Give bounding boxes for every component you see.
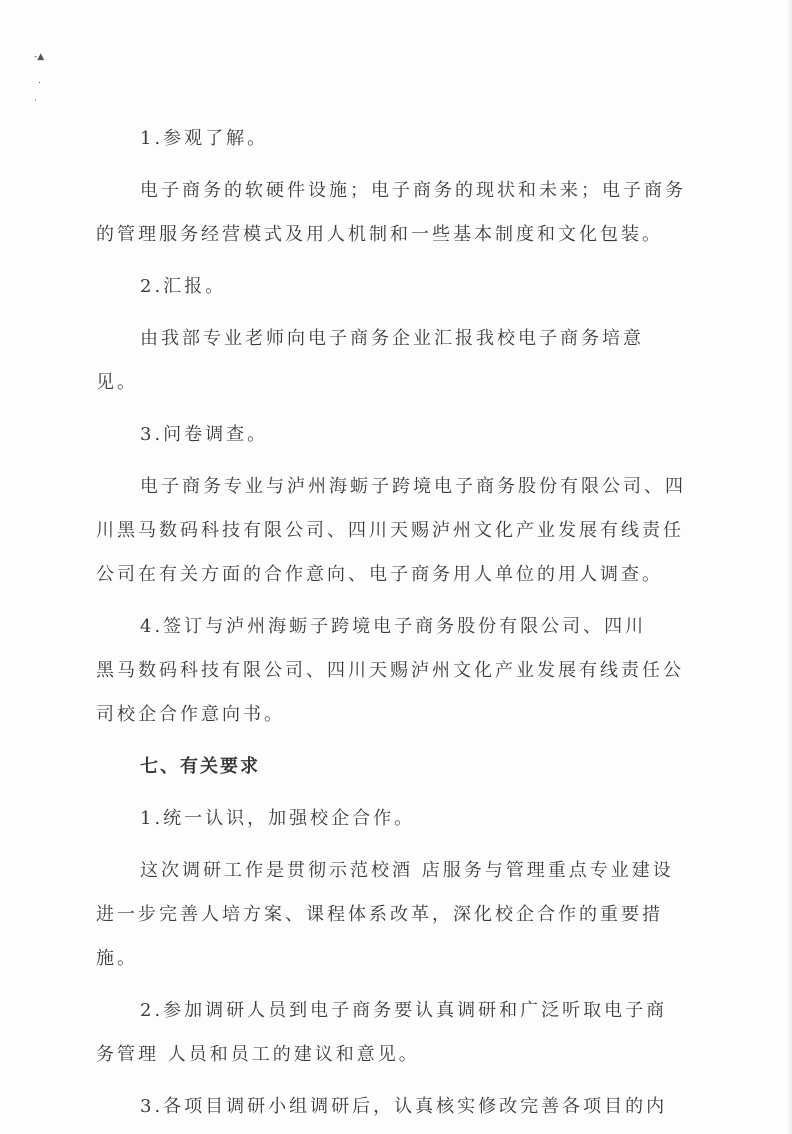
item-heading: 3.问卷调查。 <box>140 424 269 445</box>
paragraph-line: 进一步完善人培方案、课程体系改革，深化校企合作的重要措 <box>96 904 663 925</box>
paragraph-line: 4.签订与泸州海蛎子跨境电子商务股份有限公司、四川 <box>140 616 647 637</box>
scan-mark: . <box>38 76 41 86</box>
item-heading: 1.参观了解。 <box>140 128 269 149</box>
paragraph-line: 黑马数码科技有限公司、四川天赐泸州文化产业发展有线责任公 <box>96 660 684 681</box>
item-heading: 1.统一认识，加强校企合作。 <box>140 808 416 829</box>
paragraph-line: 这次调研工作是贯彻示范校酒 店服务与管理重点专业建设 <box>140 860 674 881</box>
paragraph-line: 电子商务的软硬件设施；电子商务的现状和未来；电子商务 <box>140 180 686 201</box>
paragraph-line: 由我部专业老师向电子商务企业汇报我校电子商务培意 <box>140 328 644 349</box>
paragraph-line: 公司在有关方面的合作意向、电子商务用人单位的用人调查。 <box>96 564 663 585</box>
paragraph-line: 务管理 人员和员工的建议和意见。 <box>96 1044 420 1065</box>
paragraph-line: 的管理服务经营模式及用人机制和一些基本制度和文化包装。 <box>96 224 663 245</box>
paragraph-line: 司校企合作意向书。 <box>96 704 285 725</box>
paragraph-line: 川黑马数码科技有限公司、四川天赐泸州文化产业发展有线责任 <box>96 520 684 541</box>
paragraph-line: 见。 <box>96 372 138 393</box>
paragraph-line: 2.参加调研人员到电子商务要认真调研和广泛听取电子商 <box>140 1000 668 1021</box>
scan-mark: · <box>34 96 37 106</box>
document-body <box>96 128 696 1118</box>
scan-mark: -▲ <box>34 52 45 62</box>
paragraph-line: 施。 <box>96 948 138 969</box>
scan-edge-shadow <box>786 0 792 1134</box>
section-heading: 七、有关要求 <box>140 756 260 777</box>
item-heading: 2.汇报。 <box>140 276 227 297</box>
paragraph-line: 电子商务专业与泸州海蛎子跨境电子商务股份有限公司、四 <box>140 476 686 497</box>
paragraph-line: 3.各项目调研小组调研后，认真核实修改完善各项目的内 <box>140 1096 668 1117</box>
